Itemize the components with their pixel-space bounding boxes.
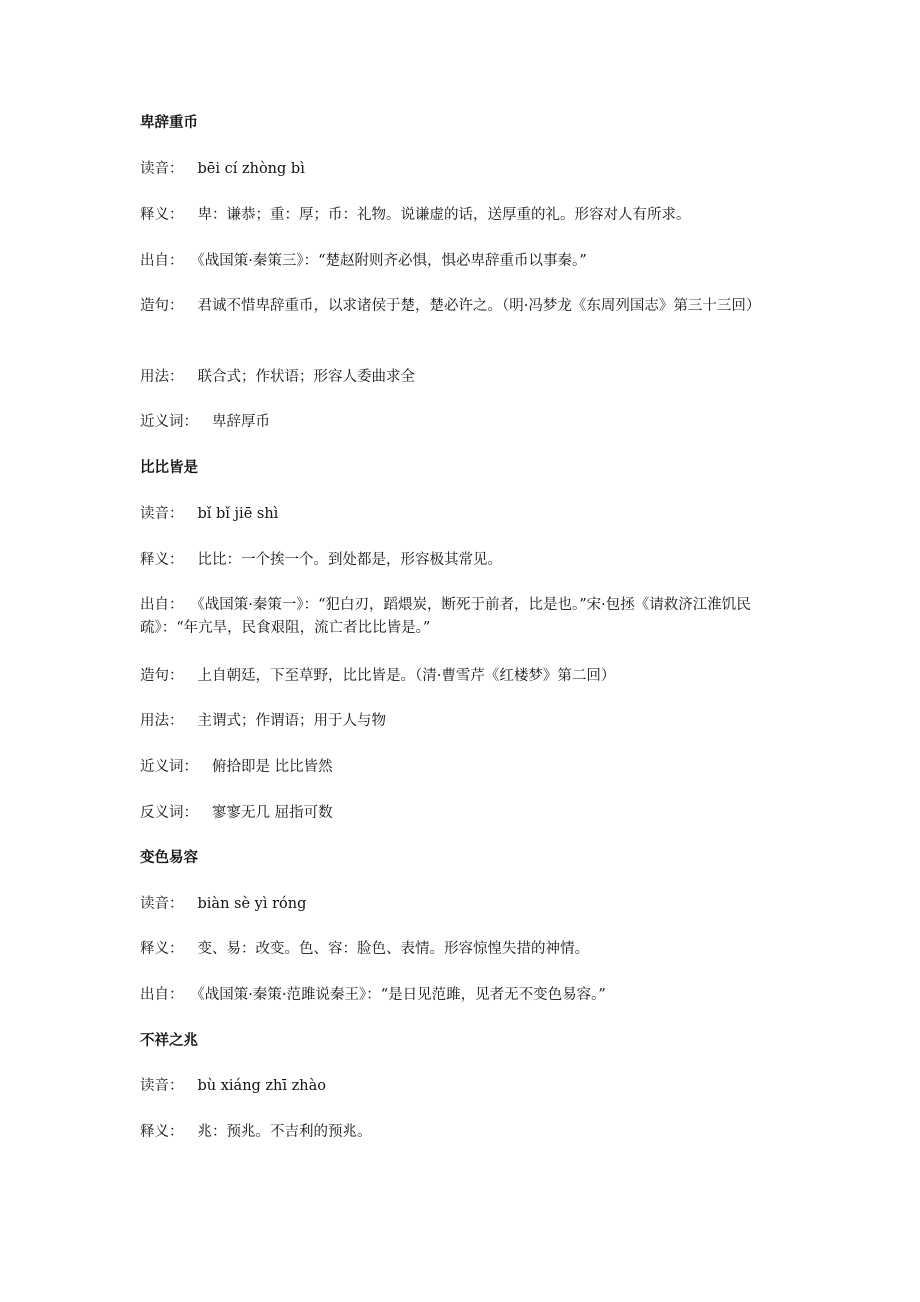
field-usage [140, 710, 790, 732]
field-reading [140, 1075, 790, 1097]
field-synonyms [140, 411, 790, 433]
field-value: 主谓式；作谓语；用于人与物 [197, 713, 386, 729]
field-value: biàn sè yì róng [197, 896, 307, 912]
field-label: 近义词： [140, 759, 198, 775]
field-label: 读音： [140, 1078, 184, 1094]
field-reading [140, 158, 790, 180]
entry-title: 比比皆是 [140, 460, 198, 476]
field-value: 上自朝廷，下至草野，比比皆是。（清·曹雪芹《红楼梦》第二回） [197, 668, 616, 684]
field-label: 用法： [140, 713, 184, 729]
field-label: 出自： [140, 253, 184, 269]
field-value: 《战国策·秦策·范雎说秦王》：“是日见范雎，见者无不变色易容。” [197, 987, 606, 1003]
field-source [140, 984, 790, 1006]
field-value: 变、易：改变。色、容：脸色、表情。形容惊惶失措的神情。 [197, 941, 589, 957]
entry-title: 变色易容 [140, 850, 198, 866]
field-value: 比比：一个挨一个。到处都是，形容极其常见。 [197, 552, 502, 568]
field-meaning [140, 1121, 790, 1143]
field-value: bù xiáng zhī zhào [197, 1078, 326, 1094]
field-example [140, 665, 790, 687]
field-value: 《战国策·秦策一》：“犯白刃，蹈煨炭，断死于前者，比是也。”宋·包拯《请救济江淮饥民疏》：“年亢旱，民食艰阻，流亡者比比皆是。” [140, 597, 751, 636]
field-value: 《战国策·秦策三》：“楚赵附则齐必惧，惧必卑辞重币以事秦。” [197, 253, 587, 269]
field-label: 读音： [140, 161, 184, 177]
field-label: 出自： [140, 597, 184, 613]
field-value: 卑辞厚币 [212, 414, 270, 430]
field-label: 出自： [140, 987, 184, 1003]
field-source [140, 594, 790, 640]
field-label: 读音： [140, 896, 184, 912]
field-usage [140, 366, 790, 388]
field-value: 兆：预兆。不吉利的预兆。 [197, 1124, 372, 1140]
field-antonyms [140, 802, 790, 824]
field-value: 寥寥无几 屈指可数 [212, 805, 333, 821]
field-reading [140, 503, 790, 525]
entry-title: 不祥之兆 [140, 1033, 198, 1049]
field-label: 用法： [140, 369, 184, 385]
field-label: 造句： [140, 298, 184, 314]
field-synonyms [140, 756, 790, 778]
field-label: 读音： [140, 506, 184, 522]
field-meaning [140, 549, 790, 571]
field-value: bēi cí zhòng bì [197, 161, 305, 177]
field-label: 造句： [140, 668, 184, 684]
field-value: bǐ bǐ jiē shì [197, 506, 279, 522]
field-reading [140, 893, 790, 915]
field-label: 反义词： [140, 805, 198, 821]
entry-title: 卑辞重币 [140, 115, 198, 131]
field-label: 近义词： [140, 414, 198, 430]
field-value: 俯拾即是 比比皆然 [212, 759, 333, 775]
field-meaning [140, 938, 790, 960]
field-meaning [140, 204, 790, 226]
field-label: 释义： [140, 941, 184, 957]
field-label: 释义： [140, 552, 184, 568]
field-value: 君诚不惜卑辞重币，以求诸侯于楚，楚必许之。（明·冯梦龙《东周列国志》第三十三回） [197, 298, 761, 314]
field-value: 卑：谦恭；重：厚；币：礼物。说谦虚的话，送厚重的礼。形容对人有所求。 [197, 207, 691, 223]
field-label: 释义： [140, 207, 184, 223]
field-value: 联合式；作状语；形容人委曲求全 [197, 369, 415, 385]
field-label: 释义： [140, 1124, 184, 1140]
field-example [140, 295, 790, 318]
field-source [140, 250, 790, 272]
